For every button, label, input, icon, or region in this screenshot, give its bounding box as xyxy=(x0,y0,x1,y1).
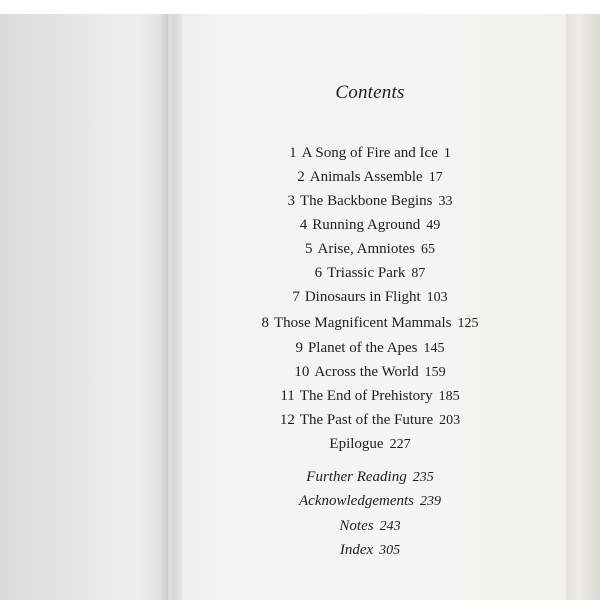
chapter-entry xyxy=(172,167,568,187)
chapter-title: The End of Prehistory xyxy=(299,388,433,404)
chapter-entry xyxy=(172,143,568,163)
chapter-number: 2 xyxy=(297,169,305,185)
chapter-entry xyxy=(172,287,568,307)
chapter-number: 7 xyxy=(292,289,300,305)
back-matter-title: Notes xyxy=(339,518,374,534)
chapter-entry xyxy=(172,410,568,430)
chapter-page: 17 xyxy=(428,170,443,185)
chapter-title: The Past of the Future xyxy=(299,412,434,428)
chapter-title: Those Magnificent Mammals xyxy=(274,315,452,331)
chapter-number: 12 xyxy=(279,412,295,428)
epilogue-page: 227 xyxy=(389,437,411,452)
chapter-entry xyxy=(172,191,568,211)
back-matter-page: 243 xyxy=(379,519,401,534)
chapter-title: The Backbone Begins xyxy=(300,193,433,209)
chapter-title: A Song of Fire and Ice xyxy=(301,145,438,161)
back-matter-entry xyxy=(172,516,568,536)
chapter-page: 159 xyxy=(424,365,446,380)
chapter-page: 49 xyxy=(426,218,441,233)
chapter-number: 4 xyxy=(299,217,308,233)
chapter-entry xyxy=(172,263,568,283)
back-matter-title: Index xyxy=(339,542,374,558)
chapter-title: Running Aground xyxy=(312,217,421,233)
chapter-number: 10 xyxy=(294,364,310,380)
contents-title: Contents xyxy=(335,82,405,103)
chapter-page: 103 xyxy=(426,290,448,305)
chapter-entry xyxy=(172,239,568,259)
chapter-page: 185 xyxy=(438,389,460,404)
chapter-title: Triassic Park xyxy=(327,265,406,281)
chapter-page: 125 xyxy=(457,316,479,331)
chapter-title: Planet of the Apes xyxy=(307,340,418,356)
chapter-page: 33 xyxy=(438,194,453,209)
chapter-entry xyxy=(172,338,568,358)
epilogue-title: Epilogue xyxy=(329,436,384,452)
chapter-entry xyxy=(172,313,568,333)
chapter-page: 145 xyxy=(423,341,445,356)
back-matter-entry xyxy=(172,491,568,511)
chapter-number: 1 xyxy=(289,145,297,161)
chapter-title: Dinosaurs in Flight xyxy=(304,289,421,305)
background xyxy=(0,0,600,14)
back-matter-page: 305 xyxy=(379,543,401,558)
chapter-entry xyxy=(172,362,568,382)
back-matter-page: 239 xyxy=(419,494,441,509)
back-matter-page: 235 xyxy=(412,470,434,485)
back-matter-title: Acknowledgements xyxy=(299,493,414,509)
chapter-number: 3 xyxy=(287,193,296,209)
epilogue-entry xyxy=(172,434,568,454)
chapter-number: 11 xyxy=(280,388,295,404)
chapter-page: 65 xyxy=(421,242,435,257)
chapter-number: 9 xyxy=(295,340,303,356)
chapter-title: Arise, Amniotes xyxy=(317,241,415,257)
chapter-number: 5 xyxy=(305,241,313,257)
chapter-title: Across the World xyxy=(314,364,419,380)
back-matter-title: Further Reading xyxy=(306,469,407,485)
chapter-page: 87 xyxy=(411,266,426,281)
back-matter-entry xyxy=(172,540,568,560)
chapter-page: 1 xyxy=(443,146,451,161)
chapter-number: 6 xyxy=(314,265,323,281)
page-edges xyxy=(566,14,600,600)
back-matter-entry xyxy=(172,467,568,487)
left-page xyxy=(0,14,168,600)
chapter-number: 8 xyxy=(261,315,270,331)
chapter-entry xyxy=(172,215,568,235)
chapter-title: Animals Assemble xyxy=(309,169,423,185)
chapter-entry xyxy=(172,386,568,406)
chapter-page: 203 xyxy=(439,413,461,428)
